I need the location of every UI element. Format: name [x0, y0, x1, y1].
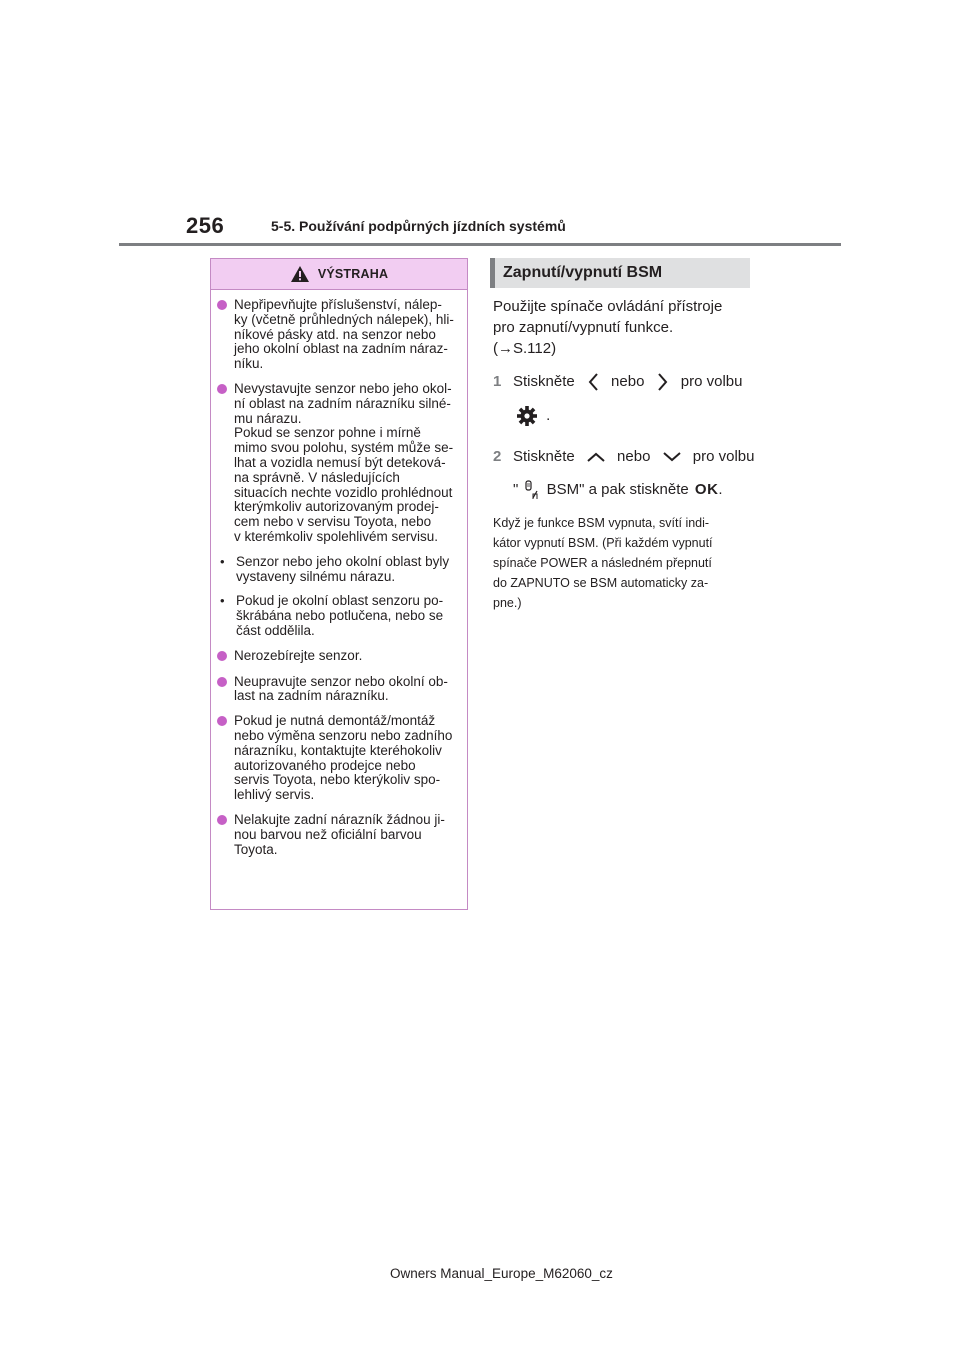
bullet-icon: • — [220, 553, 225, 569]
gear-icon — [516, 405, 538, 427]
step-text: nebo — [617, 448, 651, 466]
bsm-note: Když je funkce BSM vypnuta, svítí indi- kátor vypnutí BSM. (Při každém vypnutí spínače POWER a následném přepnutí do ZAPNUTO se BSM automaticky za- pne.) — [493, 516, 713, 610]
step-text: BSM" a pak stiskněte — [546, 481, 689, 499]
bullet-dot-icon — [217, 384, 227, 394]
step-2-continued — [513, 480, 723, 500]
chevron-down-icon — [662, 447, 682, 467]
step-number: 2 — [493, 448, 502, 466]
warning-item — [217, 649, 461, 665]
bsm-section-header: Zapnutí/vypnutí BSM — [490, 258, 750, 288]
warning-item-text: Pokud je okolní oblast senzoru po- škrábána nebo potlučena, nebo se část oddělila. — [236, 593, 444, 638]
warning-item — [217, 382, 461, 545]
step-text: Stiskněte — [513, 373, 575, 391]
step-number: 1 — [493, 373, 502, 391]
warning-item — [217, 813, 461, 857]
step-1 — [493, 372, 742, 392]
intro-line: pro zapnutí/vypnutí funkce. — [493, 319, 674, 336]
warning-item — [217, 714, 461, 803]
warning-triangle-icon — [290, 265, 310, 283]
warning-item-text: Neupravujte senzor nebo okolní ob- last na zadním nárazníku. — [234, 673, 448, 704]
step-text: Stiskněte — [513, 448, 575, 466]
warning-item-text: Nevystavujte senzor nebo jeho okol- ní oblast na zadním nárazníku silné- mu nárazu. Pokud se senzor pohne i mírně mimo svou polohu, systém může se- lhat a vozidla nemusí být deteková- na správně. V následujících situacích nechte vozidlo prohlédnout kterýmkoliv autorizovaným prodej- cem nebo v servisu Toyota, nebo v kterémkoliv spolehlivém servisu. — [234, 380, 454, 544]
warning-item-text: Senzor nebo jeho okolní oblast byly vystaveny silnému nárazu. — [236, 553, 450, 584]
warning-box — [210, 258, 468, 910]
chevron-left-icon — [587, 372, 599, 392]
step-end: . — [546, 407, 551, 424]
header-divider — [119, 243, 841, 246]
step-end: . — [718, 481, 723, 499]
bsm-icon — [524, 480, 540, 500]
footer-text: Owners Manual_Europe_M62060_cz — [390, 1266, 613, 1281]
warning-item-text: Nerozebírejte senzor. — [234, 647, 363, 663]
section-title: 5-5. Používání podpůrných jízdních systémů — [271, 218, 566, 234]
bullet-dot-icon — [217, 651, 227, 661]
bullet-icon: • — [220, 593, 225, 609]
intro-line: Použijte spínače ovládání přístroje — [493, 298, 723, 315]
bsm-intro — [493, 296, 755, 359]
step-text: pro volbu — [680, 373, 743, 391]
bullet-dot-icon — [217, 815, 227, 825]
warning-item-text: Nelakujte zadní nárazník žádnou ji- nou barvou než oficiální barvou Toyota. — [234, 811, 445, 857]
warning-item-text: Nepřipevňujte příslušenství, nálep- ky (včetně průhledných nálepek), hli- níkové pásky atd. na senzor nebo jeho okolní oblast na zadním náraz- níku. — [234, 297, 454, 372]
warning-title: VÝSTRAHA — [317, 267, 389, 281]
warning-item — [217, 675, 461, 705]
quote-mark: " — [513, 481, 519, 499]
ok-button-label: OK — [694, 481, 719, 499]
chevron-up-icon — [586, 447, 606, 467]
bullet-dot-icon — [217, 300, 227, 310]
warning-item-text: Pokud je nutná demontáž/montáž nebo výměna senzoru nebo zadního nárazníku, kontaktujte kteréhokoliv autorizovaného prodejce nebo servis Toyota, nebo kterýkoliv spo- lehlivý servis. — [234, 713, 453, 803]
warning-subitem — [217, 594, 461, 638]
bullet-dot-icon — [217, 716, 227, 726]
warning-item — [217, 298, 461, 372]
bullet-dot-icon — [217, 677, 227, 687]
step-text: pro volbu — [692, 448, 755, 466]
step-2 — [493, 447, 754, 467]
warning-list — [211, 290, 467, 857]
step-text: nebo — [611, 373, 645, 391]
page-reference: (→S.112) — [493, 340, 557, 357]
warning-header — [211, 259, 467, 290]
chevron-right-icon — [657, 372, 669, 392]
step-1-continued — [516, 405, 550, 427]
warning-subitem — [217, 555, 461, 585]
page-number: 256 — [186, 213, 225, 238]
